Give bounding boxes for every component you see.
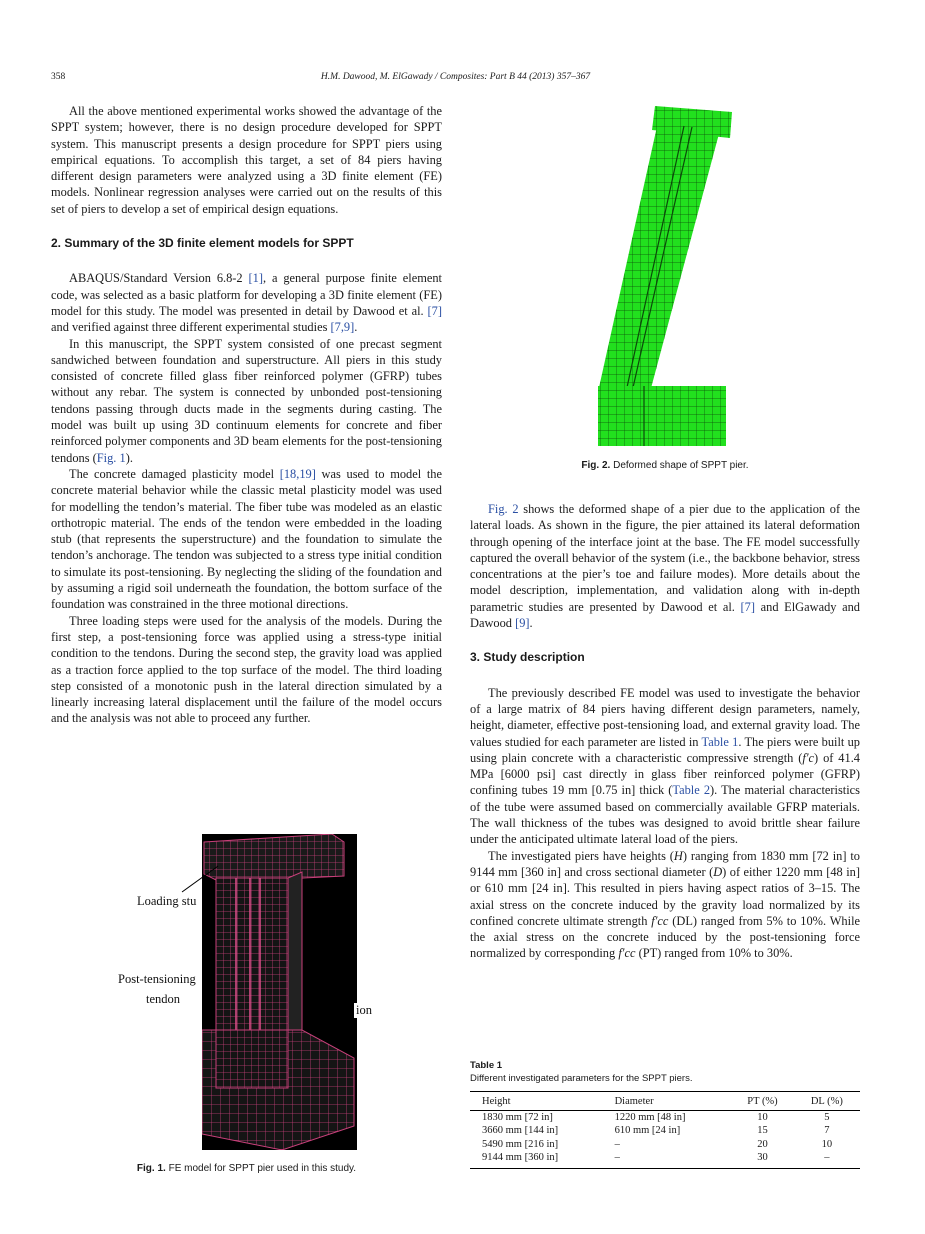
fe-model-image <box>202 834 357 1150</box>
ref-link[interactable]: [7,9] <box>330 320 355 335</box>
figure-1-caption: Fig. 1. FE model for SPPT pier used in this study. <box>136 1163 357 1174</box>
col-pt: PT (%) <box>731 1092 793 1111</box>
table-cell: 1220 mm [48 in] <box>614 1112 686 1123</box>
ref-link[interactable]: [7] <box>427 303 442 318</box>
fig-link[interactable]: Fig. 1 <box>96 450 126 465</box>
section-3-paragraph-1: The previously described FE model was used to investigate the behavior of a large matrix of 84 piers having different design parameters, namely, height, diameter, effective post-tensioning load, and external gravity load. The values studied for each parameter are listed in Table 1. The piers were built up using plain concrete with a characteristic compressive strength (f′c) of 41.4 MPa [6000 psi] cast directly in glass fiber reinforced polymer (GFRP) confining tubes 19 mm [0.75 in] thick (Table 2). The material characteristics of the tube were assumed based on commercially available GFRP materials. The wall thickness of the tubes was designed to avoid brittle shear failure under the anticipated ultimate lateral load of the piers. <box>470 685 860 847</box>
table-cell: 9144 mm [360 in] <box>470 1151 603 1168</box>
label-post-tensioning: Post-tensioning <box>118 972 196 986</box>
ref-link[interactable]: [1] <box>248 271 263 286</box>
page-header <box>51 72 860 86</box>
table-row <box>470 1124 860 1138</box>
table-cell: 7 <box>824 1125 830 1137</box>
left-column <box>51 103 442 727</box>
fig-link[interactable]: Fig. 2 <box>488 502 519 516</box>
table-link[interactable]: Table 1 <box>701 734 739 749</box>
table-cell: 5 <box>824 1112 830 1123</box>
table-cell: 30 <box>731 1151 793 1168</box>
table-cell: – <box>794 1151 860 1168</box>
figure-1 <box>110 834 380 1150</box>
table-cell: 15 <box>757 1125 768 1137</box>
table-1 <box>470 1091 860 1169</box>
table-row <box>470 1138 860 1152</box>
col-height: Height <box>470 1092 603 1111</box>
table-cell: 610 mm [24 in] <box>614 1125 681 1137</box>
figure-2-discussion: Fig. 2 shows the deformed shape of a pier due to the application of the lateral loads. As shown in the figure, the pier attained its lateral deformation through opening of the interface joint at the base. The FE model successfully captured the overall behavior of the system (i.e., the backbone behavior, stress concentrations at the pier’s toe and failure modes). More details about the model description, implementation, and validation along with in-depth parametric studies are presented by Dawood et al. [7] and ElGawady and Dawood [9]. <box>470 502 861 631</box>
table-row <box>470 1111 860 1125</box>
section-2-paragraph-4: Three loading steps were used for the analysis of the models. During the first step, a post-tensioning force was applied using a stress-type initial condition to the tendons. During the second step, the gravity load was applied as a traction force applied to the top surface of the model. The third loading step consisted of a monotonic push in the lateral direction simulated by a linearly increasing lateral displacement until the failure of the model occurs and the analysis was not able to proceed any further. <box>51 613 442 726</box>
table-cell: 5490 mm [216 in] <box>482 1138 559 1150</box>
table-link[interactable]: Table 2 <box>672 783 711 798</box>
col-dl: DL (%) <box>794 1092 860 1111</box>
section-2-heading: 2. Summary of the 3D finite element models for SPPT <box>51 236 354 251</box>
intro-paragraph: All the above mentioned experimental works showed the advantage of the SPPT system; however, there is no design procedure developed for SPPT system. This manuscript presents a design procedure for SPPT piers using empirical equations. To accomplish this target, a set of 84 piers having different design parameters were analyzed using a 3D finite element (FE) models. Nonlinear regression analyses were carried out on the results of this set of piers to develop a set of empirical design equations. <box>51 104 442 216</box>
table-header-row <box>470 1092 860 1111</box>
table-cell: – <box>614 1138 620 1150</box>
table-cell: 1830 mm [72 in] <box>482 1112 553 1123</box>
table-cell: 3660 mm [144 in] <box>482 1125 559 1137</box>
ref-link[interactable]: [18,19] <box>279 466 316 481</box>
section-3-paragraph-2: The investigated piers have heights (H) ranging from 1830 mm [72 in] to 9144 mm [360 in] and cross sectional diameter (D) of either 1220 mm [48 in] or 610 mm [24 in]. This resulted in piers having aspect ratios of 3–15. The axial stress on the concrete induced by the gravity load normalized by its confined concrete ultimate strength f′cc (DL) ranged from 5% to 10%. While the axial stress on the concrete induced by the post-tensioning force normalized by corresponding f′cc (PT) ranged from 10% to 30%. <box>470 848 861 961</box>
right-column <box>470 501 860 962</box>
table-1-subtitle: Different investigated parameters for the SPPT piers. <box>470 1073 693 1084</box>
section-3-heading: 3. Study description <box>470 650 585 665</box>
ref-link[interactable]: [7] <box>740 599 755 614</box>
table-cell: 10 <box>821 1138 833 1150</box>
label-foundation: ion <box>356 1003 372 1017</box>
section-2-paragraph-2: In this manuscript, the SPPT system consisted of one precast segment sandwiched between foundation and superstructure. All piers in this study consisted of concrete filled glass fiber reinforced polymer (GFRP) tubes without any rebar. The system is connected by unbonded post-tensioning tendons passing through ducts made in the segments during casting. The model was built up using 3D continuum elements for concrete and fiber reinforced polymer components and 3D beam elements for the post-tensioning tendons (Fig. 1). <box>51 336 442 465</box>
col-diameter: Diameter <box>603 1092 732 1111</box>
running-head: H.M. Dawood, M. ElGawady / Composites: Part B 44 (2013) 357–367 <box>320 72 591 82</box>
section-2-paragraph-3: The concrete damaged plasticity model [18,19] was used to model the concrete material behavior while the classic metal plasticity model was used for modelling the tendon’s material. The fiber tube was modeled as an elastic orthotropic material. The ends of the tendon were embedded in the loading stub (that represents the superstructure) and the foundation to simulate the tendon’s anchorage. The tendon was subjected to a stress type initial condition to simulate its post-tensioning. By neglecting the sliding of the foundation and by assuming a rigid soil underneath the foundation, the bottom surface of the foundation was constrained in the three motional directions. <box>51 466 442 612</box>
table-1-label <box>470 1059 692 1085</box>
page-number: 358 <box>51 72 66 82</box>
table-1-title: Table 1 <box>470 1060 503 1071</box>
section-2-paragraph-1: ABAQUS/Standard Version 6.8-2 [1], a general purpose finite element code, was selected as a basic platform for developing a 3D finite element (FE) model for this study. The model was presented in detail by Dawood et al. [7] and verified against three different experimental studies [7,9]. <box>51 271 443 335</box>
table-cell: 10 <box>757 1112 768 1123</box>
ref-link[interactable]: [9] <box>515 616 530 631</box>
deformed-pier-drawing <box>592 102 732 447</box>
table-cell: 20 <box>757 1138 768 1150</box>
table-row <box>470 1151 860 1168</box>
table-cell: – <box>603 1151 732 1168</box>
label-tendon: tendon <box>146 992 181 1006</box>
fe-mesh-drawing <box>202 834 357 1150</box>
figure-2 <box>592 102 732 447</box>
figure-2-caption: Fig. 2. Deformed shape of SPPT pier. <box>581 460 749 471</box>
label-loading-stub: Loading stu <box>137 894 197 908</box>
pointer-arrow <box>180 864 220 894</box>
